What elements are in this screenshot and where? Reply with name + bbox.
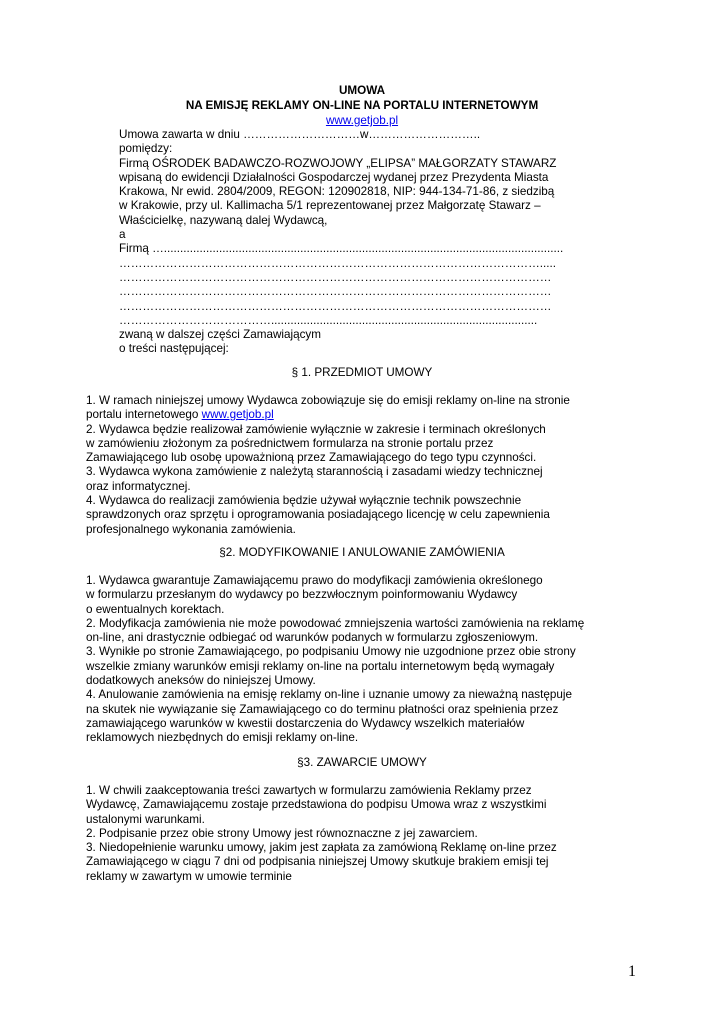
section-1-body [86,394,570,537]
section-1-line: 1. W ramach niniejszej umowy Wydawca zobowiązuje się do emisji reklamy on-line na stronie [86,394,570,407]
intro-publisher-line: wpisaną do ewidencji Działalności Gospodarczej wydanej przez Prezydenta Miasta [119,170,549,184]
section-1-url-link[interactable]: www.getjob.pl [201,408,274,422]
section-2-line: 3. Wynikłe po stronie Zamawiającego, po podpisaniu Umowy nie uzgodnione przez obie strony [86,645,576,659]
document-title: UMOWA [338,84,386,97]
section-2-body [86,574,584,746]
section-3-line: 2. Podpisanie przez obie strony Umowy jest równoznaczne z jej zawarciem. [86,826,478,840]
intro-and-line: a [119,228,126,242]
document-subtitle: NA EMISJĘ REKLAMY ON-LINE NA PORTALU INTERNETOWYM [185,99,539,112]
intro-block [119,128,563,357]
intro-content-line: o treści następującej: [119,342,229,356]
section-3-heading: §3. ZAWARCIE UMOWY [297,756,427,769]
section-2-line: w formularzu przesłanym do wydawcy po bezzwłocznym poinformowaniu Wydawcy [86,588,518,602]
section-2-line: 1. Wydawca gwarantuje Zamawiającemu prawo do modyfikacji zamówienia określonego [86,574,543,587]
section-2-heading: §2. MODYFIKOWANIE I ANULOWANIE ZAMÓWIENIA [219,546,505,559]
section-1-line: oraz informatycznej. [86,479,191,493]
intro-dotted-line: ………………………………………………………………………………………………..... [119,256,556,270]
section-1-line: profesjonalnego wykonania zamówienia. [86,522,296,536]
section-3-line: Wydawcę, Zamawiającemu zostaje przedstawiona do podpisu Umowa wraz z wszystkimi [86,798,547,812]
intro-client-line: Firmą …........................................................................................................................... [119,242,564,256]
section-1-line: 2. Wydawca będzie realizował zamówienie wyłącznie w zakresie i terminach określonych [86,422,546,436]
section-1-line: Zamawiającego lub osobę upoważnioną przez Zamawiającego do tego typu czynności. [86,451,537,465]
section-2-line: dodatkowych aneksów do niniejszej Umowy. [86,674,316,688]
intro-publisher-line: Krakowa, Nr ewid. 2804/2009, REGON: 120902818, NIP: 944-134-71-86, z siedzibą [119,185,555,199]
section-2-line: o ewentualnych korektach. [86,602,225,616]
section-2-line: zamawiającego warunków w kwestii dostarczenia do Wydawcy wszelkich materiałów [86,716,525,730]
intro-publisher-line: Właścicielkę, nazywaną dalej Wydawcą, [119,213,328,227]
section-3-line: 1. W chwili zaakceptowania treści zawartych w formularzu zamówienia Reklamy przez [86,784,532,797]
intro-client-called-line: zwaną w dalszej części Zamawiającym [119,328,321,342]
intro-dotted-line: ………………………………………………………………………………………………… [119,299,552,313]
header-url-wrapper [0,114,724,128]
intro-dotted-line: ………………………………………………………………………………………………… [119,285,552,299]
section-2-line: 4. Anulowanie zamówienia na emisję reklamy on-line i uznanie umowy za nieważną następuje [86,688,572,702]
section-3-line: 3. Niedopełnienie warunku umowy, jakim jest zapłata za zamówioną Reklamę on-line przez [86,841,557,855]
section-1-line [86,408,570,422]
intro-dotted-line: ………………………………….................................................................................. [119,313,538,327]
section-2-line: na skutek nie wywiązanie się Zamawiającego co do terminu płatności oraz spełnienia przez [86,702,559,716]
section-2-line: wszelkie zmiany warunków emisji reklamy on-line na portalu internetowym będą wymagały [86,659,555,673]
section-2-line: 2. Modyfikacja zamówienia nie może powodować zmniejszenia wartości zamówienia na reklamę [86,616,585,630]
section-2-line: on-line, ani drastycznie odbiegać od warunków podanych w formularzu zgłoszeniowym. [86,631,539,645]
intro-date-line: Umowa zawarta w dniu …………………………w……………………….. [119,128,481,141]
section-1-heading: § 1. PRZEDMIOT UMOWY [291,366,433,379]
section-3-line: Zamawiającego w ciągu 7 dni od podpisania niniejszej Umowy skutkuje brakiem emisji tej [86,855,549,869]
intro-publisher-name: Firmą OŚRODEK BADAWCZO-ROZWOJOWY „ELIPSA” MAŁGORZATY STAWARZ [119,156,557,170]
section-1-line: w zamówieniu złożonym za pośrednictwem formularza na stronie portalu przez [86,436,494,450]
intro-between-line: pomiędzy: [119,142,173,156]
section-1-line: 3. Wydawca wykona zamówienie z należytą starannością i zasadami wiedzy technicznej [86,465,543,479]
section-1-line: sprawdzonych oraz sprzętu i oprogramowania posiadającego licencję w celu zapewnienia [86,508,550,522]
intro-dotted-line: ………………………………………………………………………………………………… [119,270,552,284]
section-1-line-text: portalu internetowego [86,408,202,422]
section-1-line: 4. Wydawca do realizacji zamówienia będzie używał wyłącznie technik powszechnie [86,494,522,508]
intro-publisher-line: w Krakowie, przy ul. Kallimacha 5/1 reprezentowanej przez Małgorzatę Stawarz – [119,199,541,213]
section-3-line: ustalonymi warunkami. [86,812,205,826]
header-url-link[interactable]: www.getjob.pl [325,114,399,127]
page-number: 1 [628,963,636,980]
section-3-body [86,784,557,884]
section-2-line: reklamowych niezbędnych do emisji reklamy on-line. [86,731,359,745]
section-3-line: reklamy w zawartym w umowie terminie [86,869,292,883]
